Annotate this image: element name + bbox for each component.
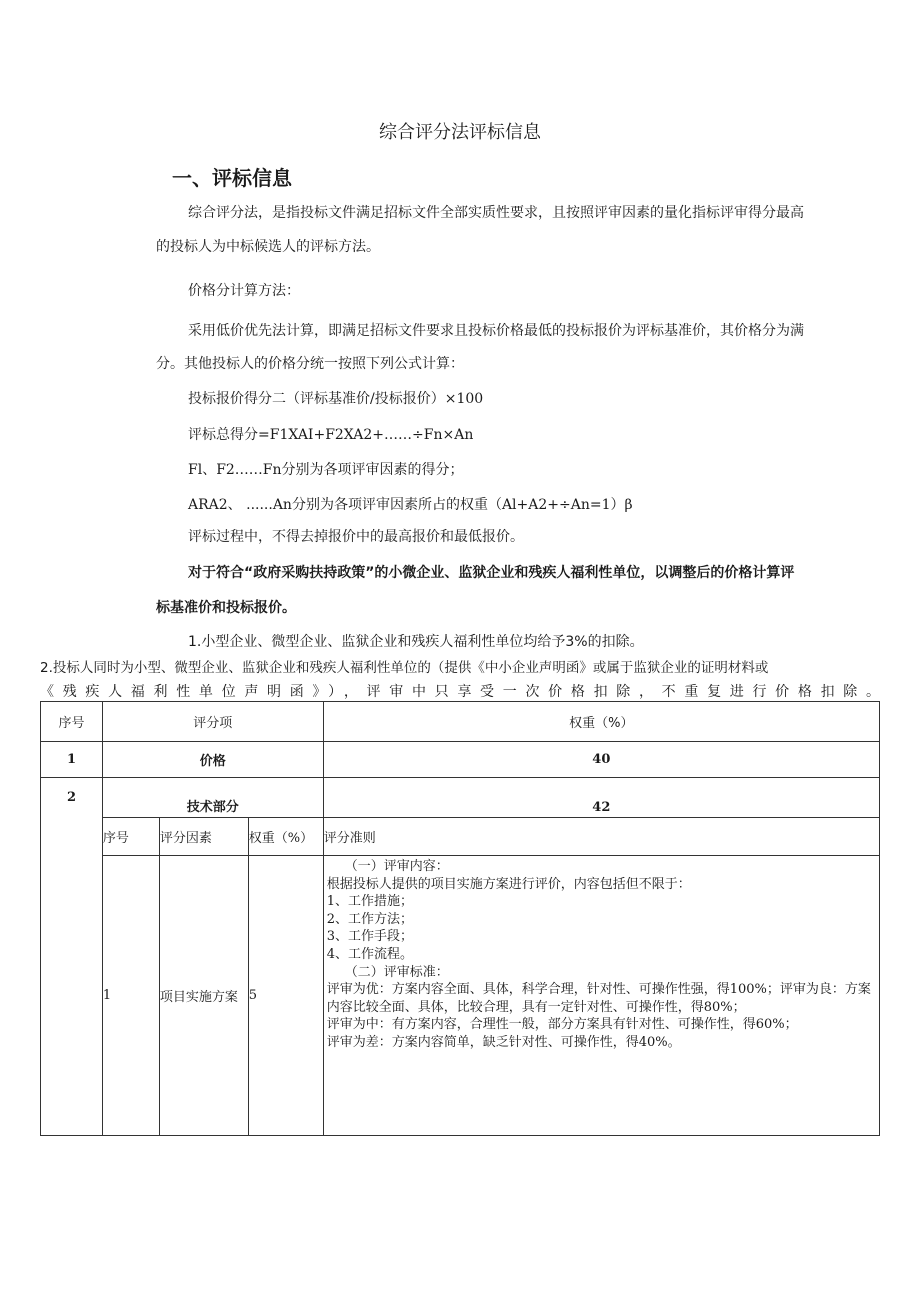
sub-header-factor: 评分因素 (159, 818, 248, 856)
header-weight: 权重（%） (323, 702, 879, 742)
criteria-line: 4、工作流程。 (326, 946, 413, 962)
criteria-line: 1、工作措施； (326, 894, 413, 910)
table-row (41, 742, 880, 778)
criteria-line: 2、工作方法； (326, 911, 413, 927)
policy-line-1: 对于符合“政府采购扶持政策”的小微企业、监狱企业和残疾人福利性单位，以调整后的价格计算评 (188, 565, 795, 581)
row-weight: 40 (323, 742, 879, 778)
row-item: 技术部分 (102, 778, 323, 818)
scoring-table (40, 701, 880, 1136)
section-heading: 一、评标信息 (172, 166, 292, 190)
intro-line-1: 综合评分法，是指投标文件满足招标文件全部实质性要求，且按照评审因素的量化指标评审得分最高 (188, 205, 804, 221)
criteria-line: 3、工作手段； (326, 929, 413, 945)
criteria-line: 评审为差：方案内容简单，缺乏针对性、可操作性，得40%。 (326, 1034, 681, 1050)
criteria-line: （一）评审内容： (344, 859, 449, 874)
header-item: 评分项 (102, 702, 323, 742)
criteria-line: 评审为中：有方案内容，合理性一般，部分方案具有针对性、可操作性，得60%； (326, 1017, 798, 1033)
criteria-line: 评审为优：方案内容全面、具体，科学合理，针对性、可操作性强，得100%；评审为良：方案内容比较全面、具体，比较合理，具有一定针对性、可操作性，得80%； (326, 982, 871, 1015)
deduction-item-1: 1.小型企业、微型企业、监狱企业和残疾人福利性单位均给予3%的扣除。 (188, 634, 644, 650)
formula-f-definition: Fl、F2……Fn分别为各项评审因素的得分； (188, 462, 464, 478)
formula-price-score: 投标报价得分二（评标基准价/投标报价）×100 (188, 391, 484, 407)
formula-total-score: 评标总得分=F1XAI+F2XA2+……÷Fn×An (188, 427, 474, 443)
deduction-item-2-line-1: 2.投标人同时为小型、微型企业、监狱企业和残疾人福利性单位的（提供《中小企业声明函》或属于监狱企业的证明材料或 (40, 660, 769, 676)
header-seq: 序号 (41, 702, 103, 742)
formula-a-definition: ARA2、 ......An分别为各项评审因素所占的权重（Al+A2+÷An=1）β (188, 497, 633, 513)
price-rule-line-1: 采用低价优先法计算，即满足招标文件要求且投标价格最低的投标报价为评标基准价，其价格分为满 (188, 323, 804, 339)
sub-row-weight: 5 (248, 856, 323, 1136)
sub-row-factor: 项目实施方案 (159, 856, 248, 1136)
sub-header-seq: 序号 (102, 818, 159, 856)
row-weight: 42 (323, 778, 879, 818)
no-removal-rule: 评标过程中，不得去掉报价中的最高报价和最低报价。 (188, 529, 524, 545)
sub-row (41, 856, 880, 1136)
policy-line-2: 标基准价和投标报价。 (156, 600, 296, 616)
criteria-line: 根据投标人提供的项目实施方案进行评价，内容包括但不限于： (326, 876, 691, 892)
sub-header-weight: 权重（%） (248, 818, 323, 856)
price-rule-line-2: 分。其他投标人的价格分统一按照下列公式计算： (156, 356, 464, 372)
intro-line-2: 的投标人为中标候选人的评标方法。 (156, 239, 380, 255)
sub-row-seq: 1 (102, 856, 159, 1136)
page-title: 综合评分法评标信息 (379, 122, 541, 143)
sub-header-row (41, 818, 880, 856)
row-item: 价格 (102, 742, 323, 778)
row-seq: 1 (41, 742, 103, 778)
criteria-line: （二）评审标准： (344, 964, 449, 980)
table-row (41, 778, 880, 818)
sub-header-criteria: 评分准则 (323, 818, 879, 856)
row-seq: 2 (41, 778, 103, 1136)
table-header-row (41, 702, 880, 742)
criteria-cell (323, 856, 879, 1136)
deduction-item-2-line-2: 《残疾人福利性单位声明函》），评审中只享受一次价格扣除，不重复进行价格扣除。 (40, 684, 880, 700)
price-method-label: 价格分计算方法： (188, 283, 300, 299)
